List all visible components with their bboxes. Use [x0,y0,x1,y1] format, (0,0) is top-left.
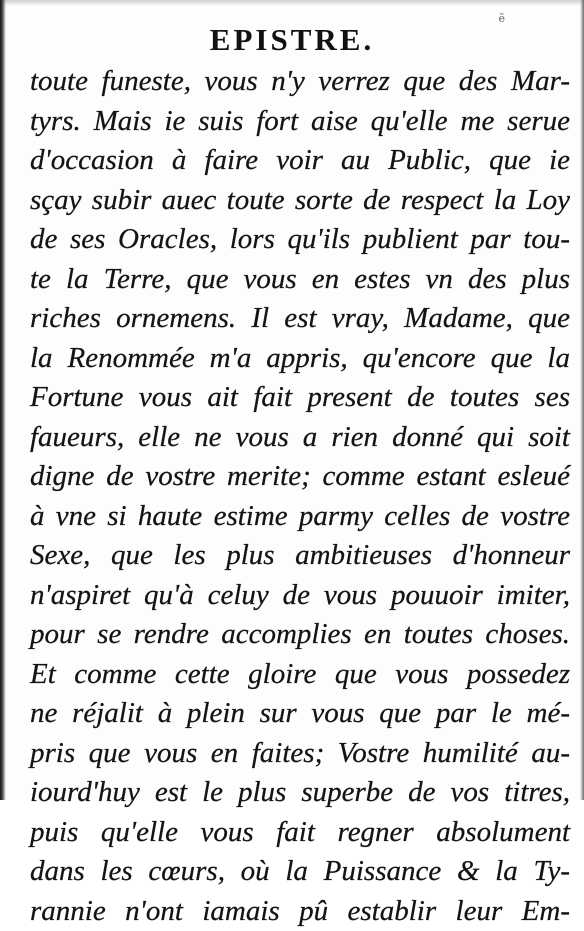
text-line: faueurs, elle ne vous a rien donné qui soit [30,418,570,458]
binding-edge-shadow [0,0,6,800]
text-line: pris que vous en faites; Vostre humilité au- [30,734,570,774]
text-line: ne réjalit à plein sur vous que par le mé- [30,694,570,734]
text-line: à vne si haute estime parmy celles de vostre [30,497,570,537]
body-text [30,62,570,931]
text-line: toute funeste, vous n'y verrez que des Mar- [30,62,570,102]
text-line: sçay subir auec toute sorte de respect la Loy [30,181,570,221]
text-line: Fortune vous ait fait present de toutes ses [30,378,570,418]
text-line: d'occasion à faire voir au Public, que ie [30,141,570,181]
page-edge-shadow [580,0,584,800]
text-line: tyrs. Mais ie suis fort aise qu'elle me serue [30,102,570,142]
top-shadow [0,0,584,6]
text-line: n'aspiret qu'à celuy de vous pouuoir imiter, [30,576,570,616]
text-line: Et comme cette gloire que vous possedez [30,655,570,695]
text-line: iourd'huy est le plus superbe de vos titres, [30,773,570,813]
text-line: puis qu'elle vous fait regner absolument [30,813,570,853]
text-line: dans les cœurs, où la Puissance & la Ty- [30,852,570,892]
running-head: EPISTRE. [0,22,584,58]
text-line: rannie n'ont iamais pû establir leur Em- [30,892,570,931]
page-mark: ẽ [498,12,506,25]
text-line: de ses Oracles, lors qu'ils publient par tou- [30,220,570,260]
text-line: Sexe, que les plus ambitieuses d'honneur [30,536,570,576]
text-line: digne de vostre merite; comme estant esleué [30,457,570,497]
text-line: pour se rendre accomplies en toutes choses. [30,615,570,655]
text-line: la Renommée m'a appris, qu'encore que la [30,339,570,379]
text-line: te la Terre, que vous en estes vn des plus [30,260,570,300]
text-line: riches ornemens. Il est vray, Madame, que [30,299,570,339]
